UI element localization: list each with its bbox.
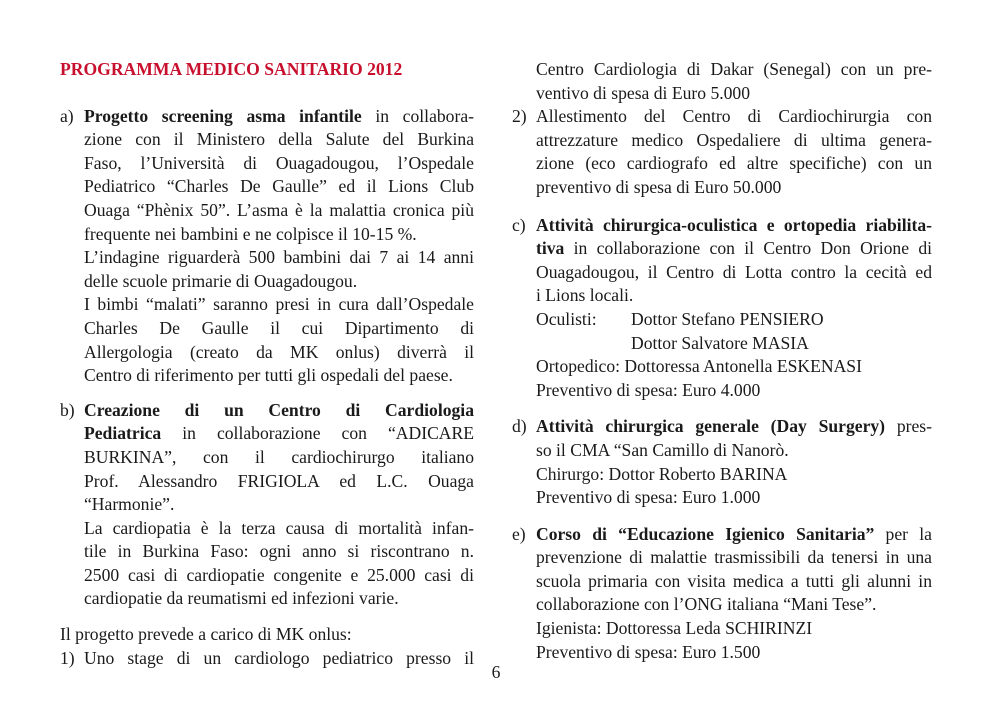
section-d-label: d) bbox=[512, 416, 527, 437]
project-intro: Il progetto prevede a carico di MK onlus: bbox=[60, 624, 352, 645]
section-b-body: Creazione di un Centro di Cardiologia Pediatrica in collaborazione con “ADICARE BURKINA”, con il cardiochirurgo italiano Prof. Alessandro FRIGIOLA ed L.C. Ouaga “Harmonie”. La cardiopatia è la terza causa di mortalità infan- tile in Burkina Faso: ogni anno si riscontrano n. 2500 casi di cardiopatie congenite e 25.000 casi di cardiopatie da reumatismi ed infezioni varie. bbox=[84, 399, 474, 609]
section-e-body: Corso di “Educazione Igienico Sanitaria” per la prevenzione di malattie trasmissibili da tenersi in una scuola primaria con visita medica a tutti gli alunni in collaborazione con l’ONG italiana “Mani Tese”. Igienista: Dottoressa Leda SCHIRINZI Preventivo di spesa: Euro 1.500 bbox=[536, 523, 932, 662]
right-column bbox=[512, 58, 932, 664]
oculisti-label: Oculisti: bbox=[536, 308, 597, 329]
section-d bbox=[512, 415, 932, 509]
page-title: PROGRAMMA MEDICO SANITARIO 2012 bbox=[60, 59, 403, 79]
section-a-body: Progetto screening asma infantile in collabora- zione con il Ministero della Salute del Burkina Faso, l’Università di Ouagadougou, l’Ospedale Pediatrico “Charles De Gaulle” ed il Lions Club Ouaga “Phènix 50”. L’asma è la malattia cronica più frequente nei bambini e ne colpisce il 10-15 %. L’indagine riguarderà 500 bambini dai 7 ai 14 anni delle scuole primarie di Ouagadougou. I bimbi “malati” saranno presi in cura dall’Ospedale Charles De Gaulle il cui Dipartimento di Allergologia (creato da MK onlus) diverrà il Centro di riferimento per tutti gli ospedali del paese. bbox=[84, 105, 474, 386]
left-column bbox=[60, 58, 474, 670]
section-a-label: a) bbox=[60, 105, 74, 126]
list-item-1: 1) Uno stage di un cardiologo pediatrico presso il bbox=[60, 647, 474, 668]
section-a-heading: Progetto screening asma infantile bbox=[84, 105, 362, 126]
section-c bbox=[512, 214, 932, 403]
section-e bbox=[512, 523, 932, 665]
section-c-label: c) bbox=[512, 214, 526, 235]
list-item-1-continued: Centro Cardiologia di Dakar (Senegal) con un pre- ventivo di spesa di Euro 5.000 bbox=[536, 59, 932, 103]
section-b bbox=[60, 399, 474, 611]
section-c-body: Attività chirurgica-oculistica e ortopedia riabilita- tiva in collaborazione con il Centro Don Orione di Ouagadougou, il Centro di Lotta contro la cecità ed i Lions locali. Oculisti: Dottor Stefano PENSIERO Dottor Salvatore MASIA Ortopedico: Dottoressa Antonella ESKENASI Preventivo di spesa: Euro 4.000 bbox=[536, 214, 932, 400]
section-b-label: b) bbox=[60, 399, 75, 420]
section-e-label: e) bbox=[512, 523, 526, 544]
section-c-heading: Attività chirurgica-oculistica e ortopedia riabilita- bbox=[536, 214, 932, 235]
section-d-heading: Attività chirurgica generale (Day Surgery) bbox=[536, 416, 886, 437]
list-item-2: 2) Allestimento del Centro di Cardiochirurgia con attrezzature medico Ospedaliere di ultima genera- zione (eco cardiografo ed altre specifiche) con un preventivo di spesa di Euro 50.000 bbox=[512, 106, 932, 197]
page-number: 6 bbox=[491, 662, 501, 682]
section-a bbox=[60, 105, 474, 388]
section-e-heading: Corso di “Educazione Igienico Sanitaria” bbox=[536, 523, 875, 544]
section-b-heading: Creazione di un Centro di Cardiologia bbox=[84, 399, 474, 420]
section-d-body: Attività chirurgica generale (Day Surgery) pres- so il CMA “San Camillo di Nanorò. Chirurgo: Dottor Roberto BARINA Preventivo di spesa: Euro 1.000 bbox=[536, 416, 932, 508]
